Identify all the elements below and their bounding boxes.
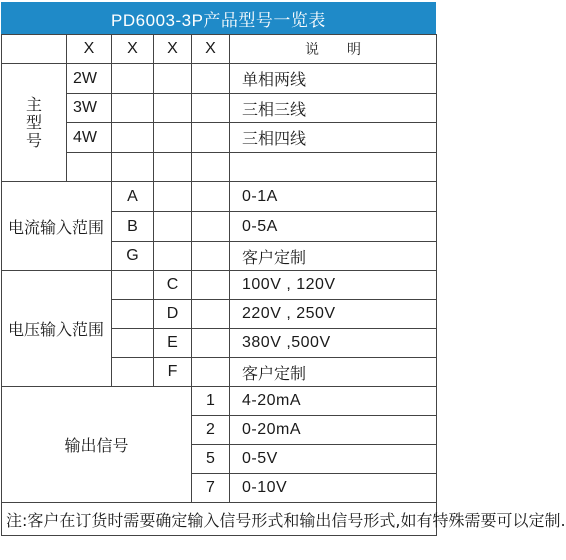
header-x4: X bbox=[192, 35, 230, 64]
voltage-input-desc: 客户定制 bbox=[230, 358, 437, 387]
voltage-input-code: E bbox=[154, 329, 192, 358]
output-signal-code: 1 bbox=[192, 387, 230, 416]
model-table bbox=[1, 34, 566, 536]
voltage-input-code: F bbox=[154, 358, 192, 387]
header-x3: X bbox=[154, 35, 192, 64]
current-input-code: G bbox=[112, 242, 154, 271]
main-type-desc: 三相三线 bbox=[230, 94, 437, 123]
order-note: 注:客户在订货时需要确定输入信号形式和输出信号形式,如有特殊需要可以定制. bbox=[2, 503, 437, 536]
current-input-code: A bbox=[112, 182, 154, 212]
current-input-row bbox=[2, 182, 437, 212]
main-type-label-char: 号 bbox=[25, 130, 42, 150]
main-type-row bbox=[2, 94, 437, 123]
current-input-desc: 客户定制 bbox=[230, 242, 437, 271]
voltage-input-code: C bbox=[154, 271, 192, 300]
main-type-desc: 三相四线 bbox=[230, 123, 437, 153]
output-signal-code: 7 bbox=[192, 474, 230, 503]
header-desc: 说 明 bbox=[230, 35, 437, 64]
voltage-input-code: D bbox=[154, 300, 192, 329]
main-type-row bbox=[2, 64, 437, 94]
main-type-code: 2W bbox=[67, 64, 112, 94]
voltage-input-desc: 100V , 120V bbox=[230, 271, 437, 300]
output-signal-row bbox=[2, 387, 437, 416]
voltage-input-row bbox=[2, 271, 437, 300]
header-row bbox=[2, 35, 437, 64]
current-input-desc: 0-5A bbox=[230, 212, 437, 242]
voltage-input-desc: 220V , 250V bbox=[230, 300, 437, 329]
header-empty-cell bbox=[2, 35, 67, 64]
main-type-label bbox=[2, 64, 67, 182]
voltage-input-label: 电压输入范围 bbox=[2, 271, 112, 387]
output-signal-code: 5 bbox=[192, 445, 230, 474]
voltage-input-desc: 380V ,500V bbox=[230, 329, 437, 358]
header-x2: X bbox=[112, 35, 154, 64]
main-type-row bbox=[2, 123, 437, 153]
main-type-code: 3W bbox=[67, 94, 112, 123]
output-signal-desc: 0-5V bbox=[230, 445, 437, 474]
note-row bbox=[2, 503, 437, 536]
page-title: PD6003-3P产品型号一览表 bbox=[1, 2, 436, 34]
header-x1: X bbox=[67, 35, 112, 64]
output-signal-label: 输出信号 bbox=[2, 387, 192, 503]
main-type-empty-row bbox=[2, 153, 437, 182]
output-signal-code: 2 bbox=[192, 416, 230, 445]
output-signal-desc: 0-10V bbox=[230, 474, 437, 503]
main-type-label-char: 型 bbox=[25, 112, 42, 132]
output-signal-desc: 0-20mA bbox=[230, 416, 437, 445]
current-input-label: 电流输入范围 bbox=[2, 182, 112, 271]
main-type-desc: 单相两线 bbox=[230, 64, 437, 94]
current-input-desc: 0-1A bbox=[230, 182, 437, 212]
main-type-code: 4W bbox=[67, 123, 112, 153]
output-signal-desc: 4-20mA bbox=[230, 387, 437, 416]
main-type-label-char: 主 bbox=[25, 94, 42, 114]
current-input-code: B bbox=[112, 212, 154, 242]
